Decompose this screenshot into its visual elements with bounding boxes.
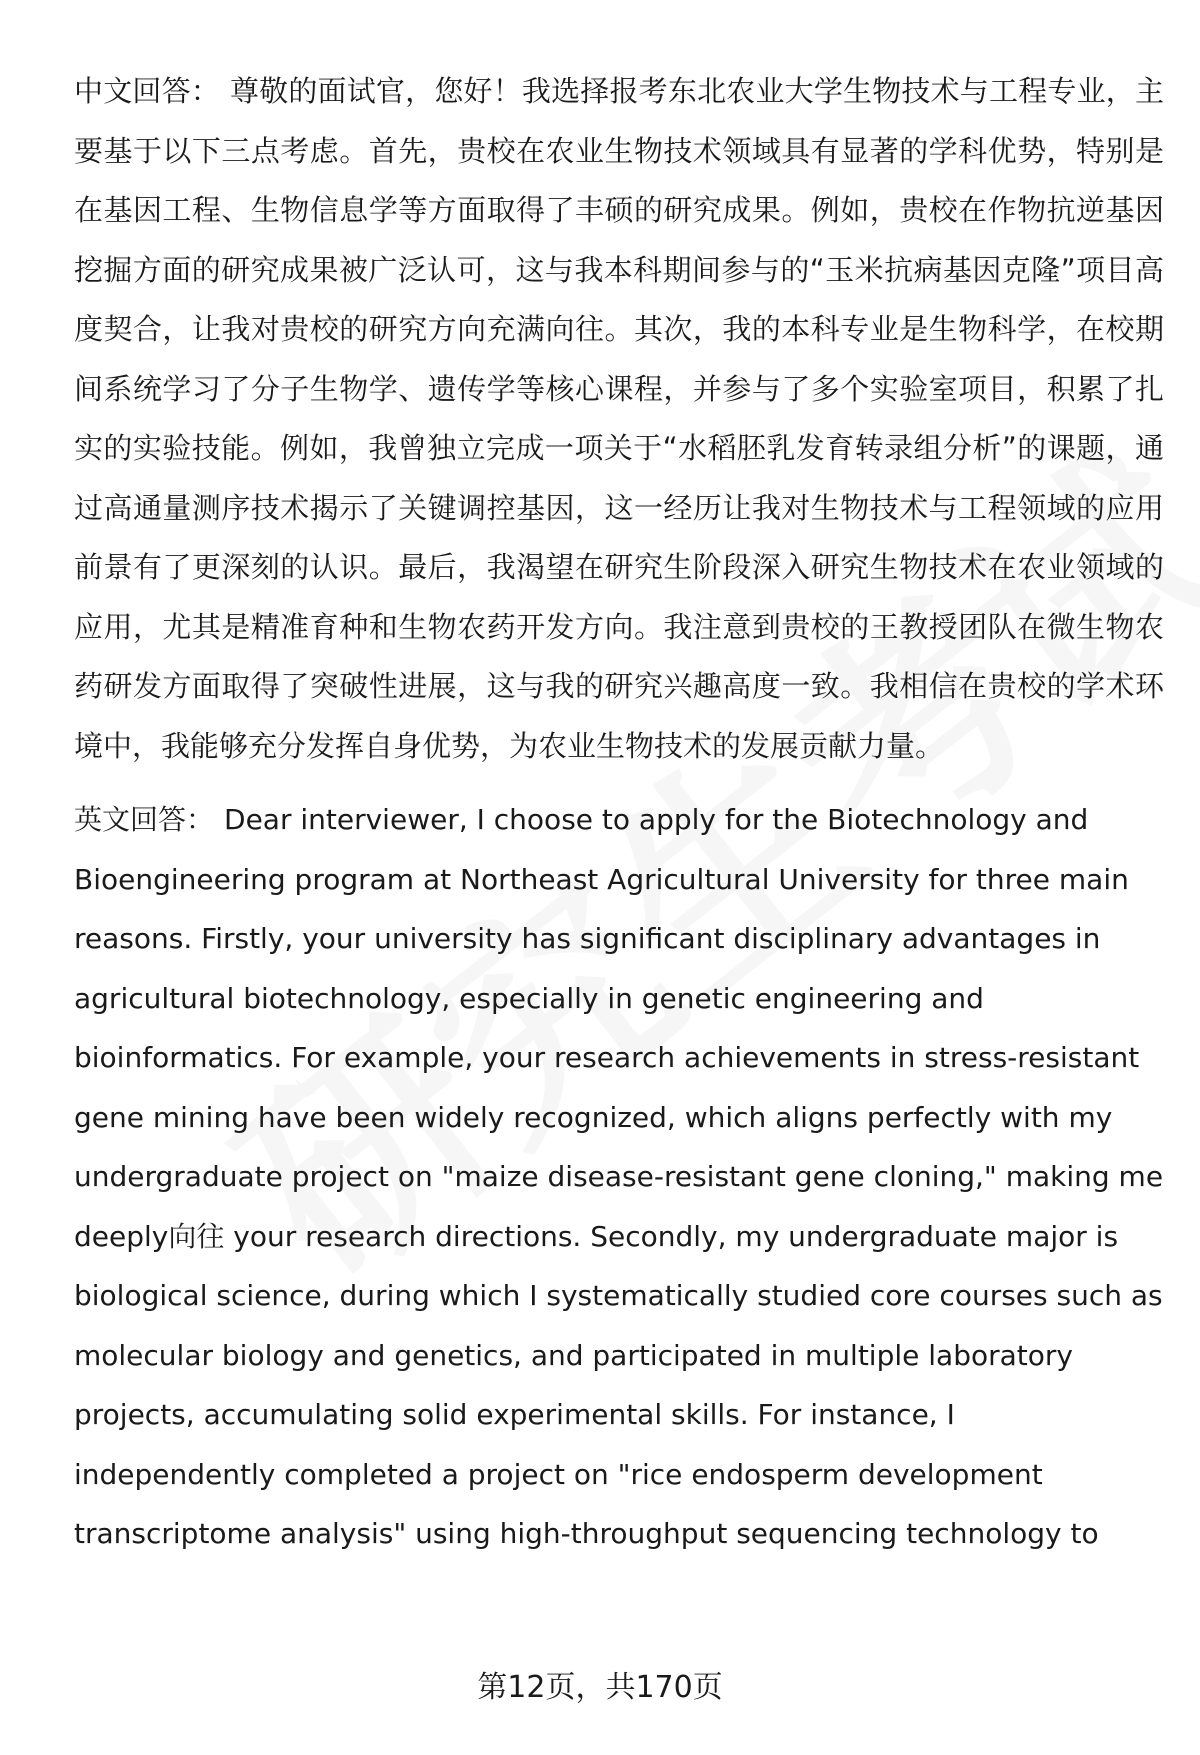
page-number-footer: 第12页，共170页 <box>477 1670 723 1705</box>
chinese-answer-paragraph <box>74 62 1164 776</box>
document-body <box>74 62 1164 1564</box>
chinese-answer-label: 中文回答： <box>74 74 220 108</box>
english-answer-label: 英文回答： <box>74 803 215 836</box>
chinese-answer-text: 尊敬的面试官，您好！我选择报考东北农业大学生物技术与工程专业，主要基于以下三点考虑。首先，贵校在农业生物技术领域具有显著的学科优势，特别是在基因工程、生物信息学等方面取得了丰硕的研究成果。例如，贵校在作物抗逆基因挖掘方面的研究成果被广泛认可，这与我本科期间参与的“玉米抗病基因克隆”项目高度契合，让我对贵校的研究方向充满向往。其次，我的本科专业是生物科学，在校期间系统学习了分子生物学、遗传学等核心课程，并参与了多个实验室项目，积累了扎实的实验技能。例如，我曾独立完成一项关于“水稻胚乳发育转录组分析”的课题，通过高通量测序技术揭示了关键调控基因，这一经历让我对生物技术与工程领域的应用前景有了更深刻的认识。最后，我渴望在研究生阶段深入研究生物技术在农业领域的应用，尤其是精准育种和生物农药开发方向。我注意到贵校的王教授团队在微生物农药研发方面取得了突破性进展，这与我的研究兴趣高度一致。我相信在贵校的学术环境中，我能够充分发挥自身优势，为农业生物技术的发展贡献力量。 <box>74 74 1164 763</box>
english-answer-text: Dear interviewer, I choose to apply for the Biotechnology and Bioengineering program at Northeast Agricultural University for three main reasons. Firstly, your university has significant disciplinary advantages in agricultural biotechnology, especially in genetic engineering and bioinformatics. For example, your research achievements in stress-resistant gene mining have been widely recognized, which aligns perfectly with my undergraduate project on "maize disease-resistant gene cloning," making me deeply向往 your research directions. Secondly, my undergraduate major is biological science, during which I systematically studied core courses such as molecular biology and genetics, and participated in multiple laboratory projects, accumulating solid experimental skills. For instance, I independently completed a project on "rice endosperm development transcriptome analysis" using high-throughput sequencing technology to <box>74 803 1164 1550</box>
english-answer-paragraph <box>74 790 1164 1564</box>
